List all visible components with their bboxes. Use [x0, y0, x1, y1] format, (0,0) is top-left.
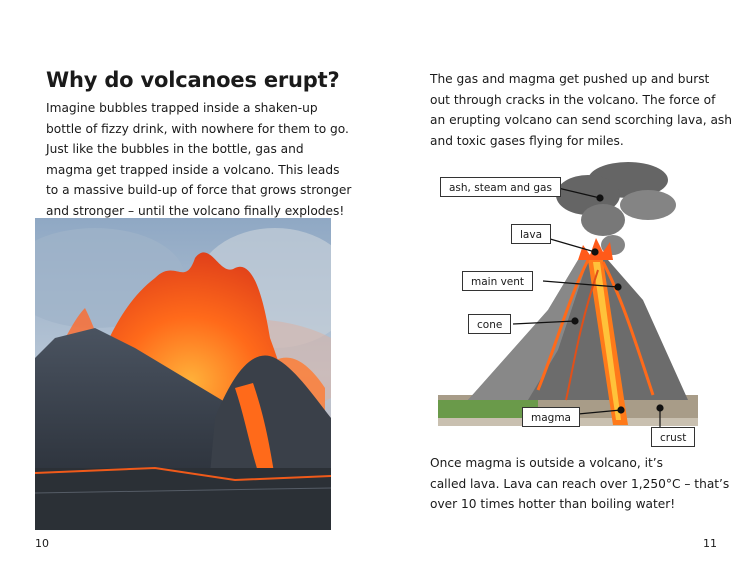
paragraph-line: over 10 times hotter than boiling water!	[430, 497, 676, 511]
label-crust: crust	[651, 427, 695, 447]
paragraph-line: Imagine bubbles trapped inside a shaken-up	[46, 101, 318, 115]
paragraph-line: Just like the bubbles in the bottle, gas and	[46, 142, 304, 156]
eruption-paragraph	[430, 69, 730, 151]
label-magma: magma	[522, 407, 580, 427]
ash-cloud	[556, 162, 676, 255]
paragraph-line: The gas and magma get pushed up and burst	[430, 72, 710, 86]
volcano-diagram	[438, 150, 698, 450]
paragraph-line: to a massive build-up of force that grows stronger	[46, 183, 352, 197]
label-ash-steam-gas: ash, steam and gas	[440, 177, 561, 197]
paragraph-line: and stronger – until the volcano finally explodes!	[46, 203, 345, 218]
intro-paragraph	[46, 98, 352, 221]
paragraph-line: an erupting volcano can send scorching lava, ash	[430, 113, 732, 127]
label-lava: lava	[511, 224, 551, 244]
label-main-vent: main vent	[462, 271, 533, 291]
paragraph-line: bottle of fizzy drink, with nowhere for them to go.	[46, 121, 349, 136]
page-number-right: 11	[703, 537, 717, 550]
page-number-left: 10	[35, 537, 49, 550]
lava-paragraph	[430, 453, 730, 515]
paragraph-line: Once magma is outside a volcano, it’s	[430, 456, 663, 470]
erupting-volcano-photo	[35, 218, 331, 530]
paragraph-line: called lava. Lava can reach over 1,250°C – that’s	[430, 476, 730, 491]
page-heading: Why do volcanoes erupt?	[46, 68, 340, 92]
paragraph-line: magma get trapped inside a volcano. This leads	[46, 162, 340, 177]
label-cone: cone	[468, 314, 511, 334]
paragraph-line: out through cracks in the volcano. The force of	[430, 92, 716, 107]
paragraph-line: and toxic gases flying for miles.	[430, 133, 624, 148]
